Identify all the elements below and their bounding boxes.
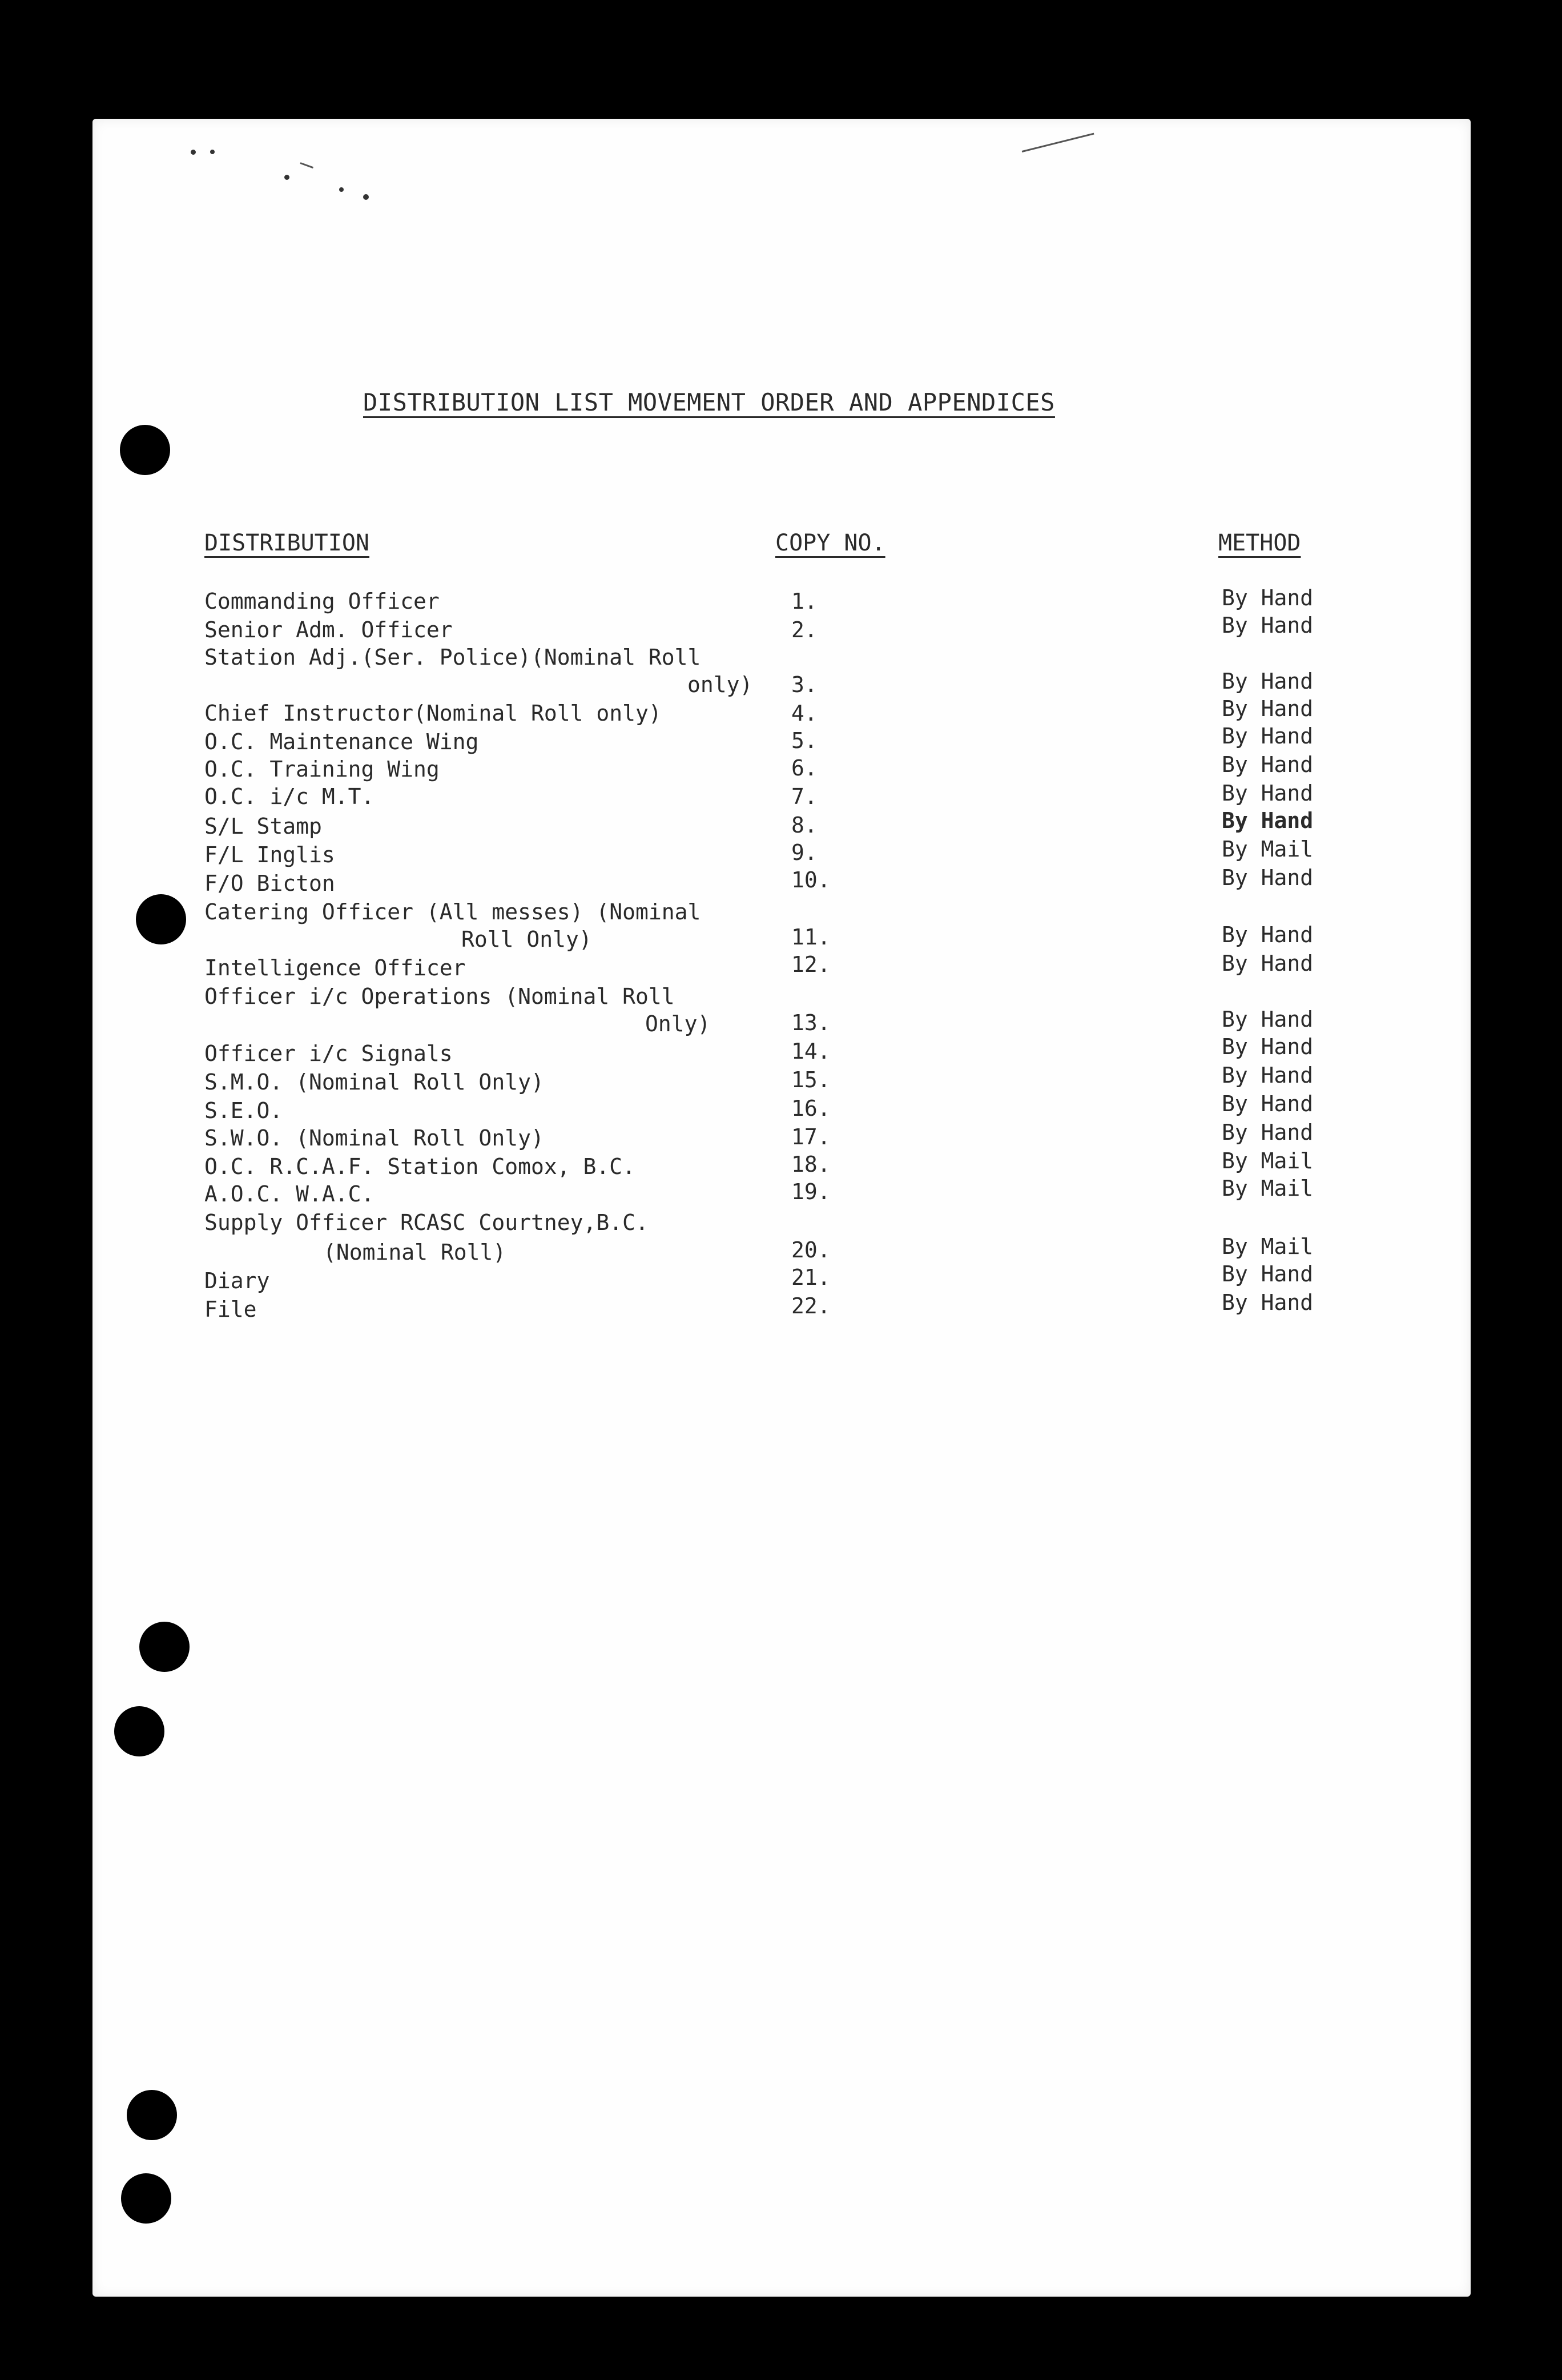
document-page [92, 119, 1471, 2297]
method-value: By Hand [1222, 865, 1314, 890]
header-copy-no: COPY NO. [775, 530, 885, 556]
method-value: By Mail [1222, 1148, 1314, 1173]
distribution-name: F/O Bicton [204, 871, 335, 896]
method-value: By Hand [1222, 613, 1314, 638]
method-value: By Hand [1222, 1034, 1314, 1059]
speck [210, 150, 215, 154]
distribution-name: Officer i/c Signals [204, 1041, 453, 1066]
punch-hole [127, 2090, 177, 2140]
copy-number: 11. [791, 924, 831, 950]
copy-number: 9. [791, 840, 818, 865]
distribution-name: S.M.O. (Nominal Roll Only) [204, 1070, 544, 1095]
distribution-name: F/L Inglis [204, 842, 335, 867]
copy-number: 1. [791, 589, 818, 614]
copy-number: 3. [791, 672, 818, 697]
distribution-name: Chief Instructor(Nominal Roll only) [204, 701, 662, 726]
distribution-name: S.W.O. (Nominal Roll Only) [204, 1125, 544, 1151]
copy-number: 22. [791, 1293, 831, 1318]
distribution-name-continued: only) [687, 672, 753, 697]
distribution-name: Station Adj.(Ser. Police)(Nominal Roll [204, 645, 701, 670]
copy-number: 17. [791, 1124, 831, 1149]
method-value: By Mail [1222, 837, 1314, 862]
distribution-name: Supply Officer RCASC Courtney,B.C. [204, 1210, 649, 1235]
header-method: METHOD [1218, 530, 1301, 556]
method-value: By Hand [1222, 723, 1314, 749]
method-value: By Hand [1222, 1120, 1314, 1145]
method-value: By Hand [1222, 781, 1314, 806]
method-value: By Hand [1222, 696, 1314, 721]
speck [284, 175, 289, 180]
method-value: By Hand [1222, 1290, 1314, 1315]
method-value: By Mail [1222, 1234, 1314, 1259]
copy-number: 6. [791, 755, 818, 781]
distribution-name: O.C. Training Wing [204, 757, 440, 782]
copy-number: 21. [791, 1265, 831, 1290]
method-value: By Hand [1222, 669, 1314, 694]
distribution-name-continued: Only) [645, 1011, 711, 1036]
punch-hole [139, 1622, 190, 1672]
speck [191, 150, 196, 155]
punch-hole [121, 2173, 171, 2224]
distribution-name: Commanding Officer [204, 589, 440, 614]
method-value: By Hand [1222, 951, 1314, 976]
copy-number: 16. [791, 1096, 831, 1121]
copy-number: 5. [791, 728, 818, 753]
distribution-name: S.E.O. [204, 1098, 283, 1123]
distribution-name: File [204, 1297, 257, 1322]
copy-number: 15. [791, 1067, 831, 1092]
header-distribution: DISTRIBUTION [204, 530, 369, 556]
distribution-name: O.C. Maintenance Wing [204, 729, 479, 754]
distribution-name-continued: (Nominal Roll) [323, 1240, 506, 1265]
punch-hole [120, 425, 170, 475]
copy-number: 2. [791, 617, 818, 642]
distribution-name: O.C. i/c M.T. [204, 784, 375, 809]
method-value: By Hand [1222, 1091, 1314, 1116]
distribution-name: Officer i/c Operations (Nominal Roll [204, 984, 675, 1009]
copy-number: 10. [791, 867, 831, 892]
distribution-name: A.O.C. W.A.C. [204, 1181, 375, 1207]
method-value: By Hand [1222, 1063, 1314, 1088]
punch-hole [114, 1706, 164, 1756]
copy-number: 13. [791, 1010, 831, 1035]
punch-hole [136, 894, 186, 944]
distribution-name: Catering Officer (All messes) (Nominal [204, 899, 701, 924]
distribution-name: Diary [204, 1268, 270, 1293]
method-value: By Mail [1222, 1176, 1314, 1201]
document-title: DISTRIBUTION LIST MOVEMENT ORDER AND APPENDICES [363, 388, 1055, 416]
speck [363, 194, 369, 200]
copy-number: 18. [791, 1152, 831, 1177]
distribution-name: O.C. R.C.A.F. Station Comox, B.C. [204, 1154, 635, 1179]
method-value: By Hand [1222, 1261, 1314, 1287]
copy-number: 20. [791, 1237, 831, 1263]
copy-number: 7. [791, 784, 818, 809]
copy-number: 8. [791, 813, 818, 838]
speck [339, 187, 344, 192]
method-value: By Hand [1222, 922, 1314, 947]
method-value: By Hand [1222, 752, 1314, 777]
distribution-name: S/L Stamp [204, 814, 322, 839]
method-value: By Hand [1222, 808, 1314, 833]
copy-number: 4. [791, 701, 818, 726]
copy-number: 14. [791, 1039, 831, 1064]
method-value: By Hand [1222, 1007, 1314, 1032]
copy-number: 19. [791, 1179, 831, 1204]
distribution-name-continued: Roll Only) [461, 927, 592, 952]
distribution-name: Intelligence Officer [204, 955, 466, 980]
method-value: By Hand [1222, 585, 1314, 610]
copy-number: 12. [791, 952, 831, 977]
distribution-name: Senior Adm. Officer [204, 617, 453, 642]
